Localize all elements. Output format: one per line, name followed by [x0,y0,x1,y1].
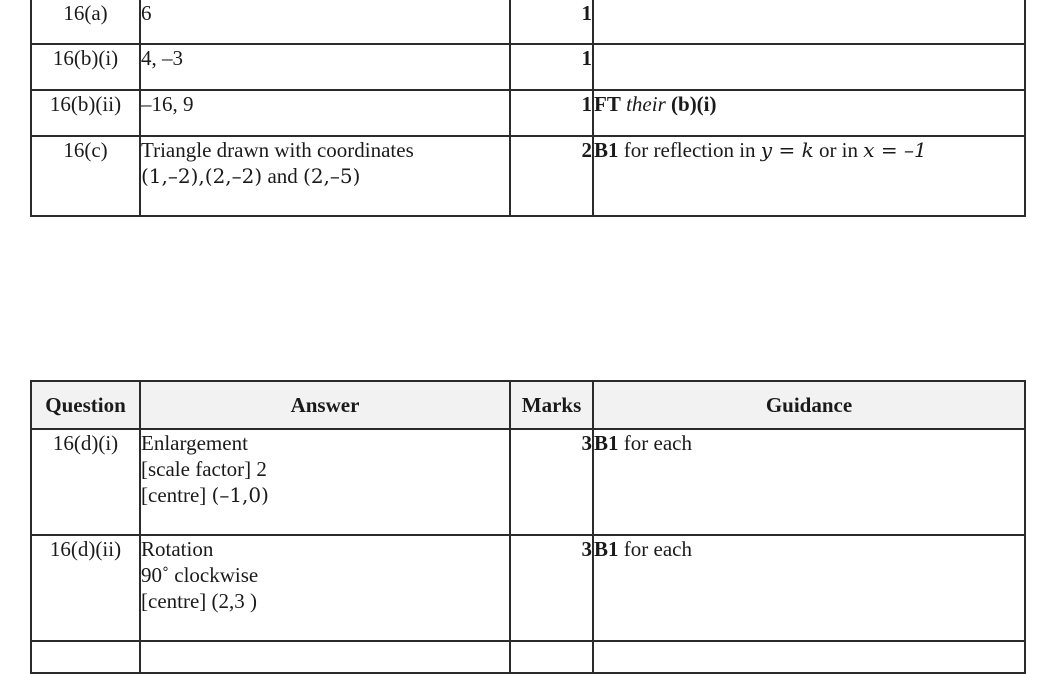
guidance-code: B1 [594,431,619,455]
answer-line: 90˚ clockwise [141,563,259,587]
guidance-code: FT [594,92,621,116]
table-header-row [31,381,1025,429]
answer-cell: 6 [140,0,510,44]
answer-cell [140,535,510,641]
centre-label: [centre] [141,483,207,507]
table-row-16a [31,0,1025,44]
marks-cell: 2 [510,136,593,216]
empty-cell [140,641,510,673]
answer-line: Rotation [141,537,214,561]
table-row-16di [31,429,1025,535]
answer-centre-line [141,482,509,508]
question-cell: 16(b)(i) [31,44,140,90]
answer-line: [centre] (2,3 ) [141,589,258,613]
empty-cell [593,641,1025,673]
answer-line: Enlargement [141,431,248,455]
table-row-16c [31,136,1025,216]
guidance-code: B1 [594,537,619,561]
marks-cell: 3 [510,429,593,535]
guidance-cell [593,535,1025,641]
table-row-next [31,641,1025,673]
marks-cell: 1 [510,0,593,44]
coordinates-a: (1,–2),(2,–2) [141,164,263,188]
marks-cell: 1 [510,44,593,90]
table-row-16bii [31,90,1025,136]
centre-value: (–1,0) [211,483,269,507]
mark-scheme-table-top [30,0,1026,217]
guidance-cell [593,44,1025,90]
answer-and: and [267,164,298,188]
header-marks: Marks [510,381,593,429]
guidance-equation-2: x = –1 [863,138,927,162]
header-answer: Answer [140,381,510,429]
guidance-code: B1 [594,138,619,162]
guidance-text: for each [623,537,692,561]
answer-line: Triangle drawn with coordinates [141,138,414,162]
answer-cell: –16, 9 [140,90,510,136]
empty-cell [31,641,140,673]
guidance-cell [593,0,1025,44]
answer-cell [140,136,510,216]
answer-cell: 4, –3 [140,44,510,90]
guidance-cell [593,136,1025,216]
marks-cell: 1 [510,90,593,136]
guidance-equation-1: y = k [760,138,814,162]
marks-cell: 3 [510,535,593,641]
guidance-text: for reflection in [623,138,756,162]
question-cell: 16(d)(ii) [31,535,140,641]
header-question: Question [31,381,140,429]
table-row-16bi [31,44,1025,90]
question-cell: 16(b)(ii) [31,90,140,136]
mark-scheme-table-bottom [30,380,1026,674]
guidance-cell [593,429,1025,535]
guidance-cell [593,90,1025,136]
coordinates-b: (2,–5) [303,164,361,188]
answer-coordinates-line [141,163,509,189]
guidance-text: for each [623,431,692,455]
guidance-reference: (b)(i) [671,92,717,116]
answer-line: [scale factor] 2 [141,457,267,481]
question-cell: 16(c) [31,136,140,216]
question-cell: 16(a) [31,0,140,44]
answer-cell [140,429,510,535]
question-cell: 16(d)(i) [31,429,140,535]
guidance-italic: their [626,92,666,116]
guidance-or: or in [818,138,859,162]
table-row-16dii [31,535,1025,641]
empty-cell [510,641,593,673]
header-guidance: Guidance [593,381,1025,429]
